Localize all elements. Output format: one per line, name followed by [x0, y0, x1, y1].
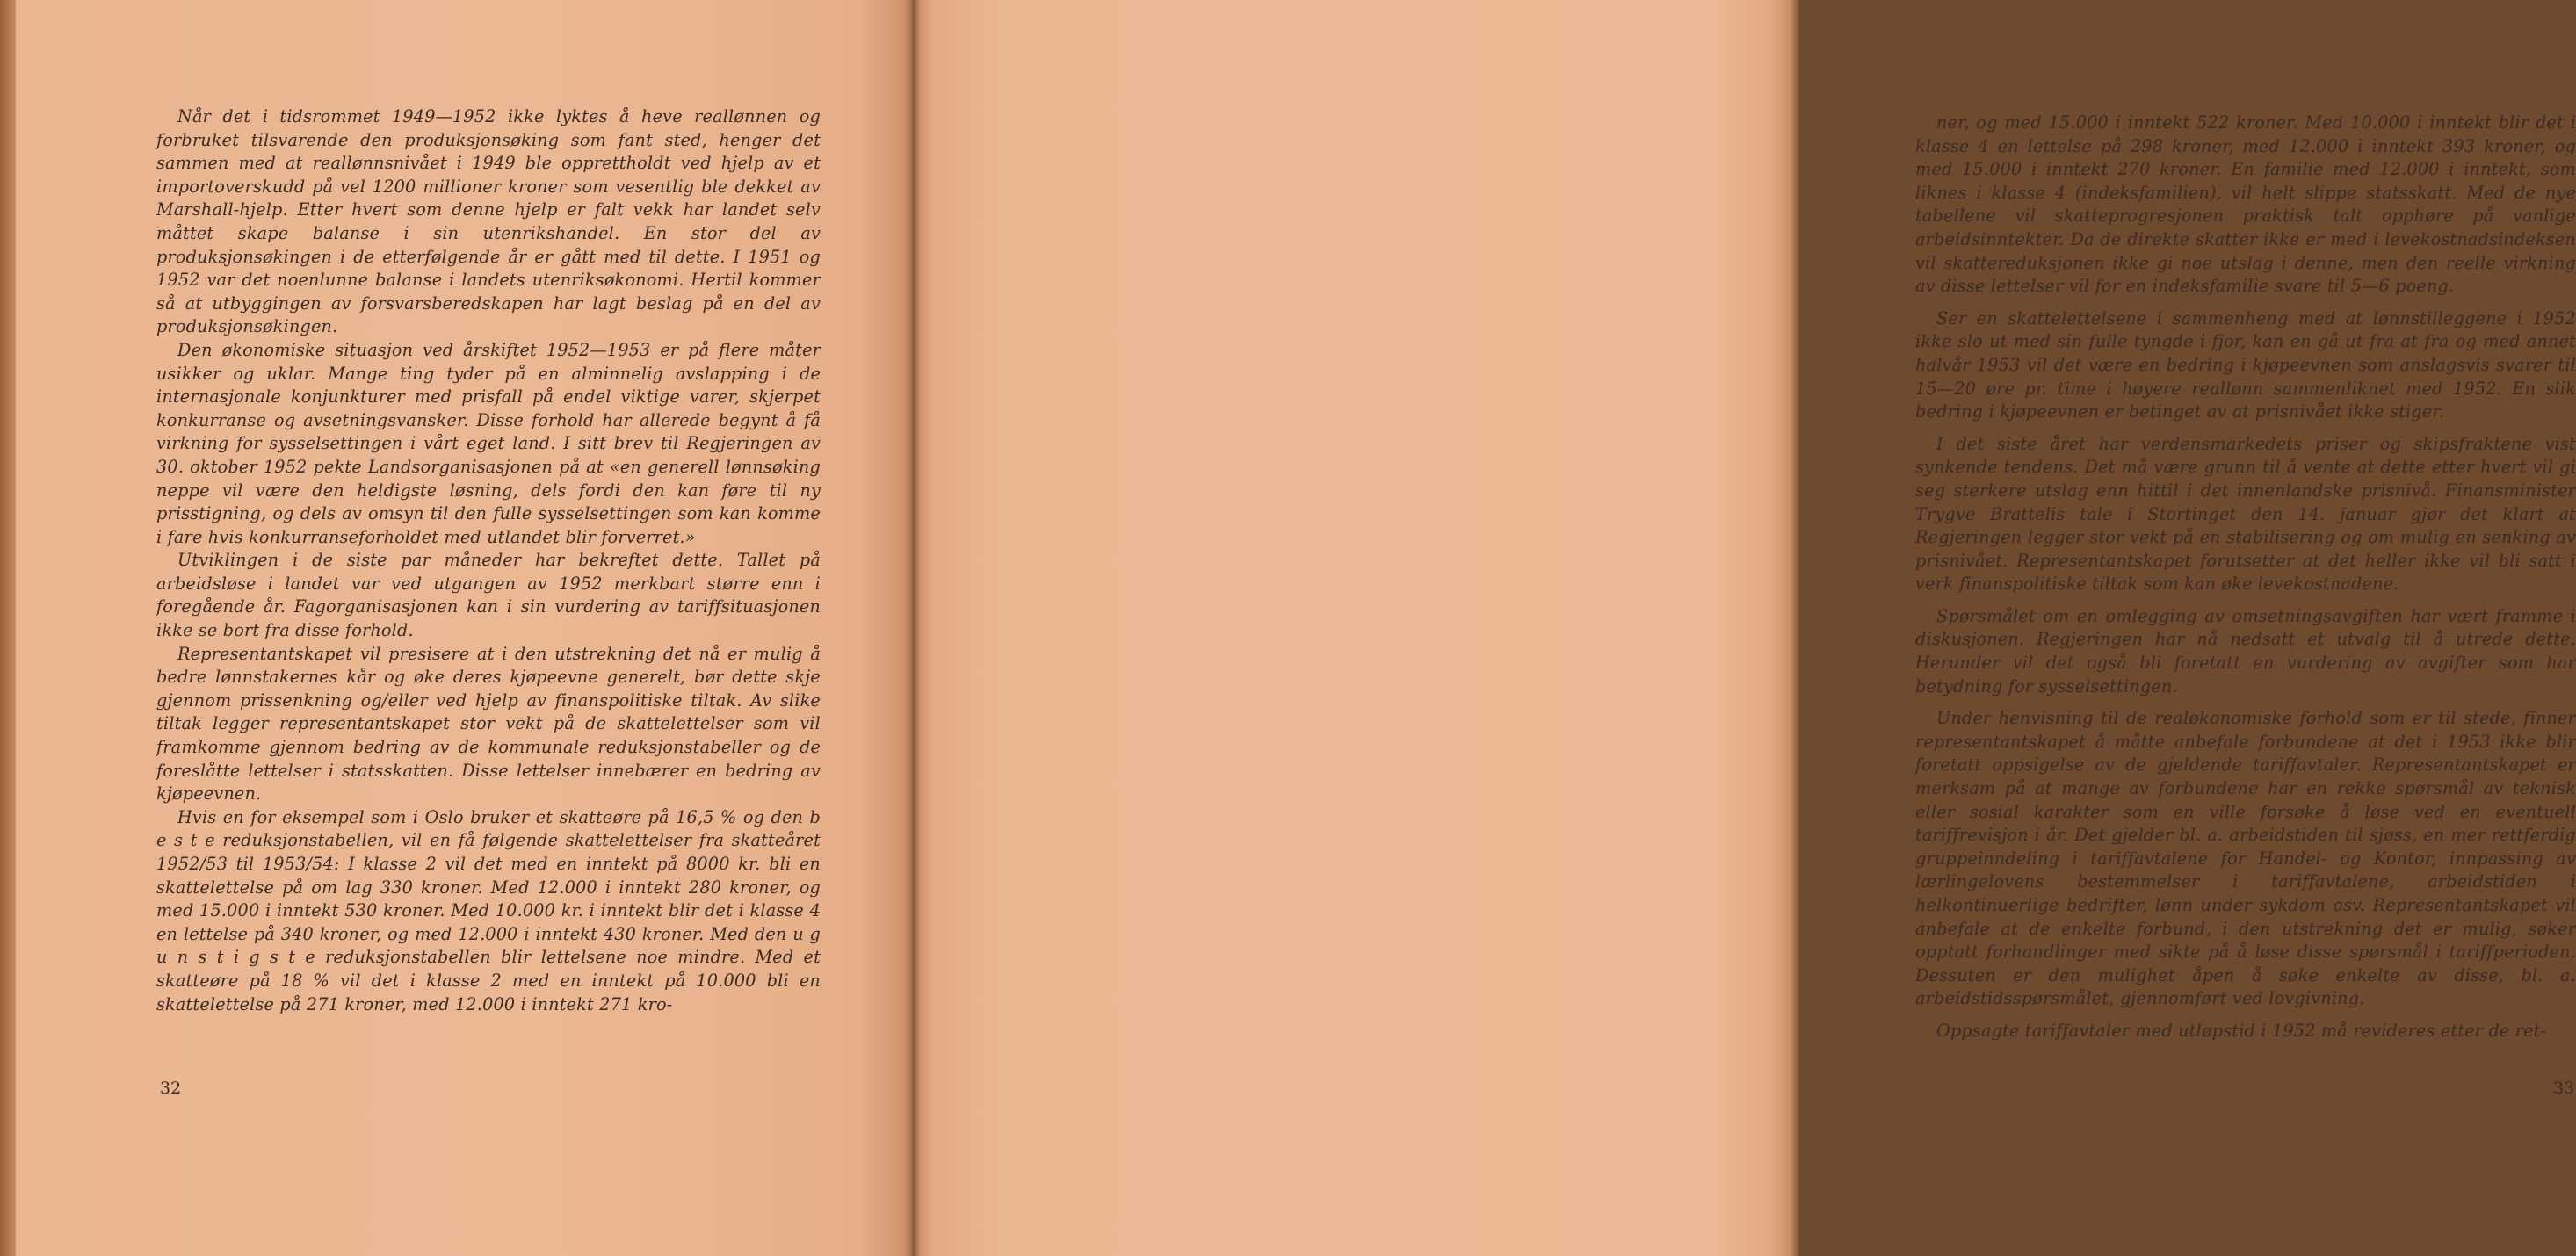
right-page-text — [1915, 112, 2576, 1052]
right-paragraph-6: Oppsagte tariffavtaler med utløpstid i 1952 må revideres etter de ret- — [1936, 1020, 2547, 1041]
left-page — [0, 0, 914, 1256]
book-edge-left — [0, 0, 16, 1256]
right-page-number: 33 — [2553, 1079, 2575, 1098]
right-paragraph-2: Ser en skattelettelsene i sammenheng med at lønnstilleggene i 1952 ikke slo ut med sin fulle tyngde i fjor, kan en gå ut fra at fra og med annet halvår 1953 vil det være en bedring i kjøpeevnen som anslagsvis svarer til 15—20 øre pr. time i høyere reallønn sammenliknet med 1952. En slik bedring i kjøpeevnen er betinget av at prisnivået ikke stiger. — [1915, 307, 2576, 422]
left-paragraph-4: Representantskapet vil presisere at i den utstrekning det nå er mulig å bedre lønnstakernes kår og øke deres kjøpeevne generelt, bør dette skje gjennom prissenkning og/eller ved hjelp av finanspolitiske tiltak. Av slike tiltak legger representantskapet stor vekt på de skattelettelser som vil framkomme gjennom bedring av de kommunale reduksjonstabeller og de foreslåtte lettelser i statsskatten. Disse lettelser innebærer en bedring av kjøpeevnen. — [156, 643, 821, 805]
right-paragraph-1: ner, og med 15.000 i inntekt 522 kroner. Med 10.000 i inntekt blir det i klasse 4 en lettelse på 298 kroner, med 12.000 i inntekt 393 kroner, og med 15.000 i inntekt 270 kroner. En familie med 12.000 i inntekt, som liknes i klasse 4 (indeksfamilien), vil helt slippe statsskatt. Med de nye tabellene vil skatteprogresjonen praktisk talt opphøre på vanlige arbeidsinntekter. Da de direkte skatter ikke er med i levekostnadsindeksen vil skattereduksjonen ikke gi noe utslag i denne, men den reelle virkning av disse lettelser vil for en indeksfamilie svare til 5—6 poeng. — [1915, 112, 2576, 297]
left-paragraph-3: Utviklingen i de siste par måneder har bekreftet dette. Tallet på arbeidsløse i landet var ved utgangen av 1952 merkbart større enn i foregående år. Fagorganisasjonen kan i sin vurdering av tariffsituasjonen ikke se bort fra disse forhold. — [156, 550, 821, 641]
left-paragraph-5: Hvis en for eksempel som i Oslo bruker et skatteøre på 16,5 % og den b e s t e reduksjonstabellen, vil en få følgende skattelettelser fra skatteåret 1952/53 til 1953/54: I klasse 2 vil det med en inntekt på 8000 kr. bli en skattelettelse på om lag 330 kroner. Med 12.000 i inntekt 280 kroner, og med 15.000 i inntekt 530 kroner. Med 10.000 kr. i inntekt blir det i klasse 4 en lettelse på 340 kroner, og med 12.000 i inntekt 430 kroner. Med den u g u n s t i g s t e reduksjonstabellen blir lettelsene noe mindre. Med et skatteøre på 18 % vil det i klasse 2 med en inntekt på 10.000 bli en skattelettelse på 271 kroner, med 12.000 i inntekt 271 kro- — [156, 806, 821, 1014]
right-page — [914, 0, 2576, 1256]
right-paragraph-4: Spørsmålet om en omlegging av omsetningsavgiften har vært framme i diskusjonen. Regjeringen har nå nedsatt et utvalg til å utrede dette. Herunder vil det også bli foretatt en vurdering av avgifter som har betydning for sysselsettingen. — [1915, 605, 2576, 697]
left-paragraph-2: Den økonomiske situasjon ved årskiftet 1952—1953 er på flere måter usikker og uklar. Mange ting tyder på en alminnelig avslapping i de internasjonale konjunkturer med prisfall på endel viktige varer, skjerpet konkurranse og avsetningsvansker. Disse forhold har allerede begynt å få virkning for sysselsettingen i vårt eget land. I sitt brev til Regjeringen av 30. oktober 1952 pekte Landsorganisasjonen på at «en generell lønnsøking neppe vil være den heldigste løsning, dels fordi den kan føre til ny prisstigning, og dels av omsyn til den fulle sysselsettingen som kan komme i fare hvis konkurranseforholdet med utlandet blir forverret.» — [156, 339, 821, 547]
left-page-text — [156, 105, 821, 1016]
left-paragraph-1: Når det i tidsrommet 1949—1952 ikke lyktes å heve reallønnen og forbruket tilsvarende den produksjonsøking som fant sted, henger det sammen med at reallønnsnivået i 1949 ble opprettholdt ved hjelp av et importoverskudd på vel 1200 millioner kroner som vesentlig ble dekket av Marshall-hjelp. Etter hvert som denne hjelp er falt vekk har landet selv måttet skape balanse i sin utenrikshandel. En stor del av produksjonsøkingen i de etterfølgende år er gått med til dette. I 1951 og 1952 var det noenlunne balanse i landets utenriksøkonomi. Hertil kommer så at utbyggingen av forsvarsberedskapen har lagt beslag på en del av produksjonsøkingen. — [156, 106, 821, 337]
book-gutter — [903, 0, 921, 1256]
right-paragraph-5: Under henvisning til de realøkonomiske forhold som er til stede, finner representantskapet å måtte anbefale forbundene at det i 1953 ikke blir foretatt oppsigelse av de gjeldende tariffavtaler. Representantskapet er merksam på at mange av forbundene har en rekke spørsmål av teknisk eller sosial karakter som en ville forsøke å løse ved en eventuell tariffrevisjon i år. Det gjelder bl. a. arbeidstiden til sjøss, en mer rettferdig gruppeinndeling i tariffavtalene for Handel- og Kontor, innpassing av lærlingelovens bestemmelser i tariffavtalene, arbeidstiden i helkontinuerlige bedrifter, lønn under sykdom osv. Representantskapet vil anbefale at de enkelte forbund, i den utstrekning det er mulig, søker opptatt forhandlinger med sikte på å løse disse spørsmål i tariffperioden. Dessuten er den mulighet åpen å søke enkelte av disse, bl. a. arbeidstidsspørsmålet, gjennomført ved lovgivning. — [1915, 708, 2576, 1009]
right-paragraph-3: I det siste året har verdensmarkedets priser og skipsfraktene vist synkende tendens. Det må være grunn til å vente at dette etter hvert vil gi seg sterkere utslag enn hittil i det innenlandske prisnivå. Finansminister Trygve Brattelis tale i Stortinget den 14. januar gjør det klart at Regjeringen legger stor vekt på en stabilisering og om mulig en senking av prisnivået. Representantskapet forutsetter at det heller ikke vil bli satt i verk finanspolitiske tiltak som kan øke levekostnadene. — [1915, 433, 2576, 595]
left-page-number: 32 — [160, 1079, 182, 1098]
book-edge-right — [1791, 0, 1799, 1256]
